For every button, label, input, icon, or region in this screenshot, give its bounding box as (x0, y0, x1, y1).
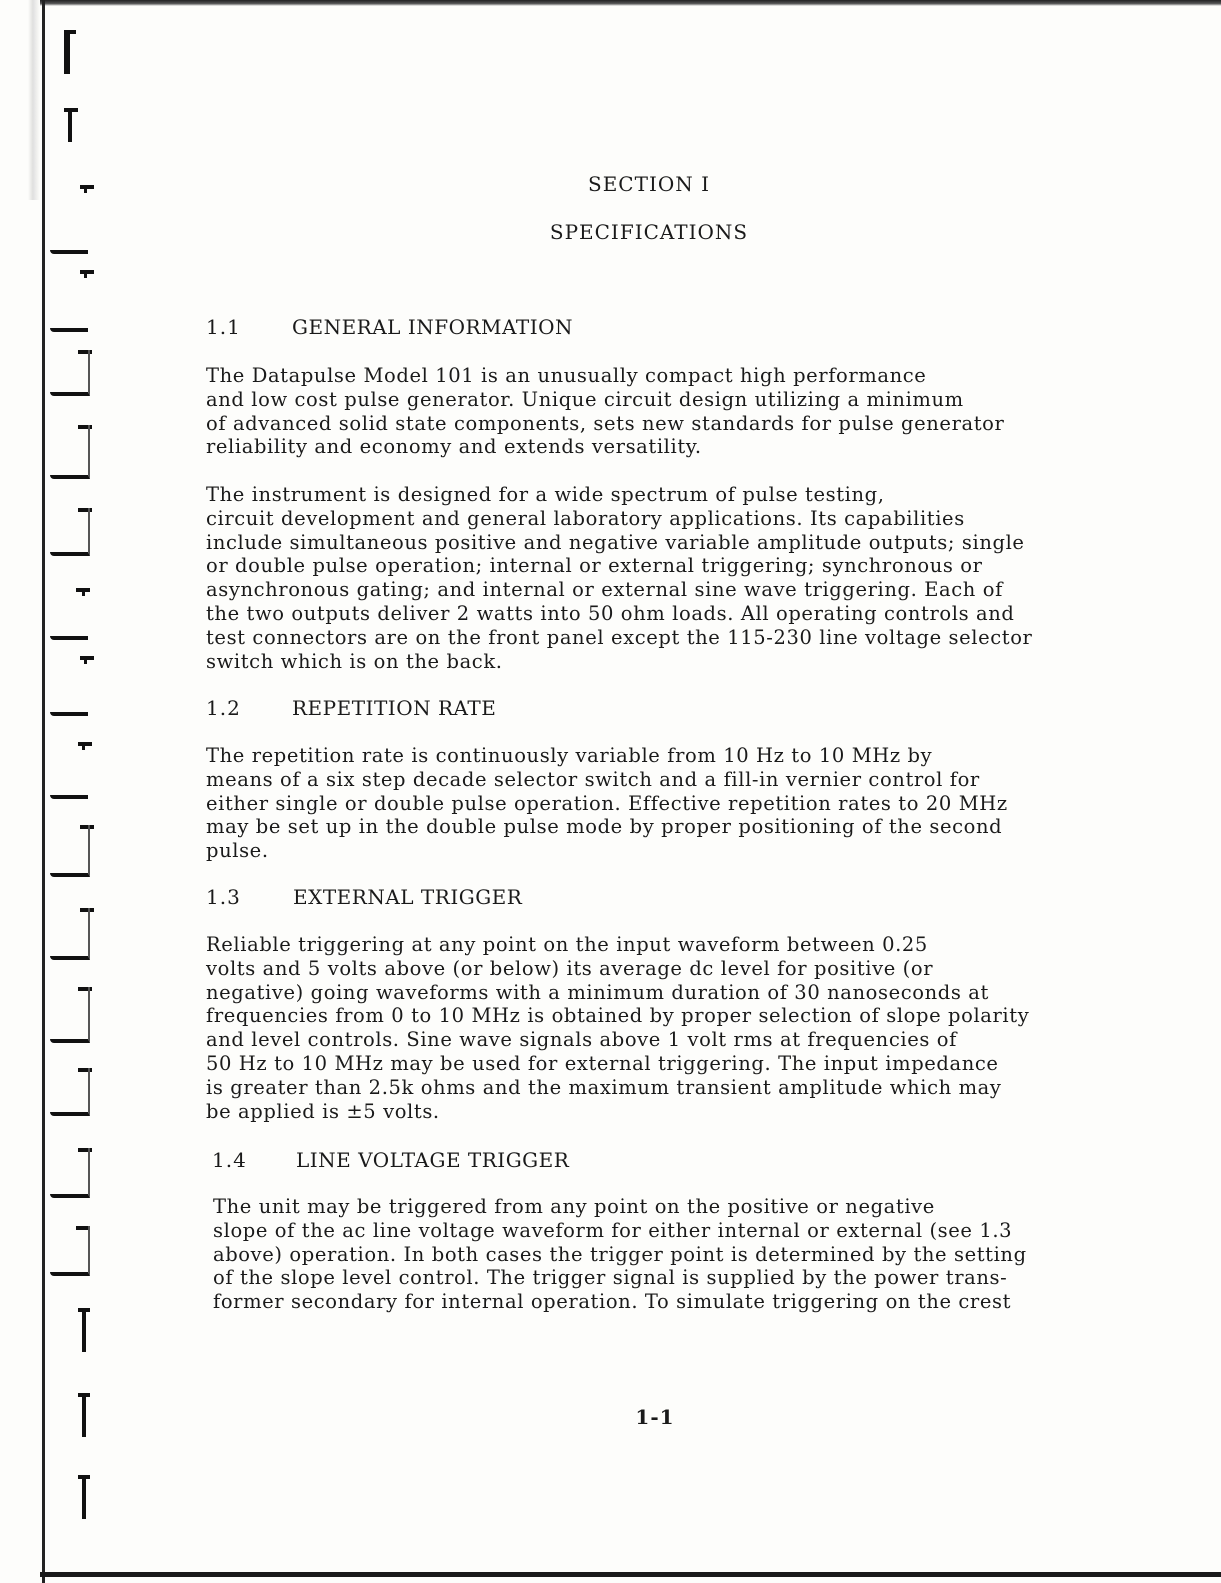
paragraph: The instrument is designed for a wide spectrum of pulse testing, circuit development and general laboratory applications. Its capabilities include simultaneous positive and negative variable amplitude outputs; single or double pulse operation; internal or external triggering; synchronous or asynchronous gating; and internal or external sine wave triggering. Each of the two outputs deliver 2 watts into 50 ohm loads. All operating controls and test connectors are on the front panel except the 115-230 line voltage selector switch which is on the back. (206, 483, 1033, 673)
section-number: 1.1 (206, 315, 241, 339)
page-number: 1-1 (635, 1405, 675, 1429)
page-title: SPECIFICATIONS (549, 220, 749, 244)
section-number: 1.3 (206, 885, 241, 909)
paragraph: The repetition rate is continuously variable from 10 Hz to 10 MHz by means of a six step decade selector switch and a fill-in vernier control for either single or double pulse operation. Effective repetition rates to 20 MHz may be set up in the double pulse mode by proper positioning of the second pulse. (206, 744, 1008, 863)
section-label: SECTION I (588, 172, 710, 196)
section-number: 1.4 (212, 1148, 247, 1172)
scan-shadow (28, 0, 40, 200)
paragraph: The Datapulse Model 101 is an unusually compact high performance and low cost pulse generator. Unique circuit design utilizing a minimum of advanced solid state components, sets new standards for pulse generator reliability and economy and extends versatility. (206, 364, 1005, 459)
section-heading: EXTERNAL TRIGGER (293, 885, 523, 909)
section-heading: GENERAL INFORMATION (292, 315, 574, 339)
scan-edge-bottom (40, 1572, 1221, 1577)
scan-edge-top (40, 0, 1221, 6)
section-heading: REPETITION RATE (292, 696, 497, 720)
paragraph: The unit may be triggered from any point on the positive or negative slope of the ac line voltage waveform for either internal or external (see 1.3 above) operation. In both cases the trigger point is determined by the setting of the slope level control. The trigger signal is supplied by the power trans- former secondary for internal operation. To simulate triggering on the crest (213, 1195, 1027, 1314)
paragraph: Reliable triggering at any point on the input waveform between 0.25 volts and 5 volts above (or below) its average dc level for positive (or negative) going waveforms with a minimum duration of 30 nanoseconds at frequencies from 0 to 10 MHz is obtained by proper selection of slope polarity and level controls. Sine wave signals above 1 volt rms at frequencies of 50 Hz to 10 MHz may be used for external triggering. The input impedance is greater than 2.5k ohms and the maximum transient amplitude which may be applied is ±5 volts. (206, 933, 1030, 1123)
binder-marks (50, 20, 100, 1560)
section-heading: LINE VOLTAGE TRIGGER (296, 1148, 570, 1172)
section-number: 1.2 (206, 696, 241, 720)
